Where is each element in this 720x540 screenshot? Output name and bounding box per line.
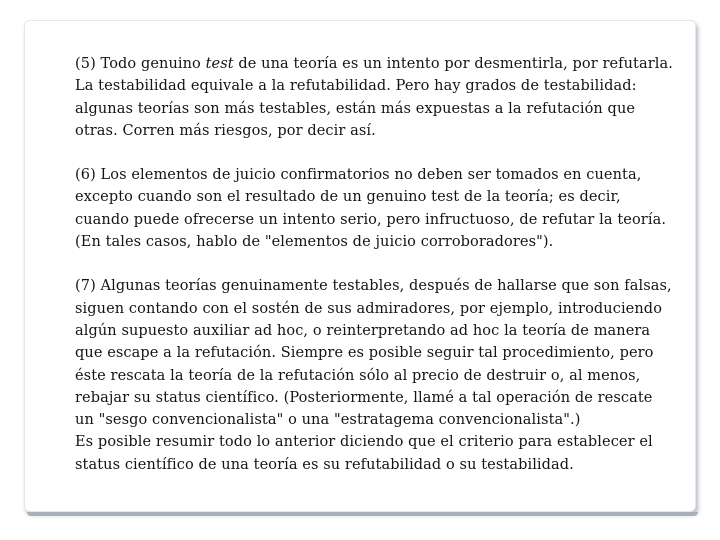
paragraph-5-start: (5) Todo genuino [75, 56, 206, 72]
conclusion-paragraph: Es posible resumir todo lo anterior diciendo que el criterio para establecer el status científico de una teoría es su refutabilidad o su testabilidad. [75, 434, 653, 473]
slide-content [75, 53, 675, 476]
paragraph-5-italic-term: test [205, 56, 234, 72]
paragraph-7: (7) Algunas teorías genuinamente testables, después de hallarse que son falsas, siguen contando con el sostén de sus admiradores, por ejemplo, introduciendo algún supuesto auxiliar ad hoc, o reinterpretando ad hoc la teoría de manera que escape a la refutación. Siempre es posible seguir tal procedimiento, pero éste rescata la teoría de la refutación sólo al precio de destruir o, al menos, rebajar su status científico. (Posteriormente, llamé a tal operación de rescate un "sesgo convencionalista" o una "estratagema convencionalista".) [75, 278, 672, 429]
paragraph-5 [75, 53, 675, 142]
paragraph-5-rest: de una teoría es un intento por desmentirla, por refutarla. La testabilidad equivale a la refutabilidad. Pero hay grados de testabilidad: algunas teorías son más testables, están más expuestas a la refutación que otras. Corren más riesgos, por decir así. [75, 56, 673, 139]
paragraph-6: (6) Los elementos de juicio confirmatorios no deben ser tomados en cuenta, excepto cuando son el resultado de un genuino test de la teoría; es decir, cuando puede ofrecerse un intento serio, pero infructuoso, de refutar la teoría. (En tales casos, hablo de "elementos de juicio corroboradores"). [75, 167, 667, 251]
